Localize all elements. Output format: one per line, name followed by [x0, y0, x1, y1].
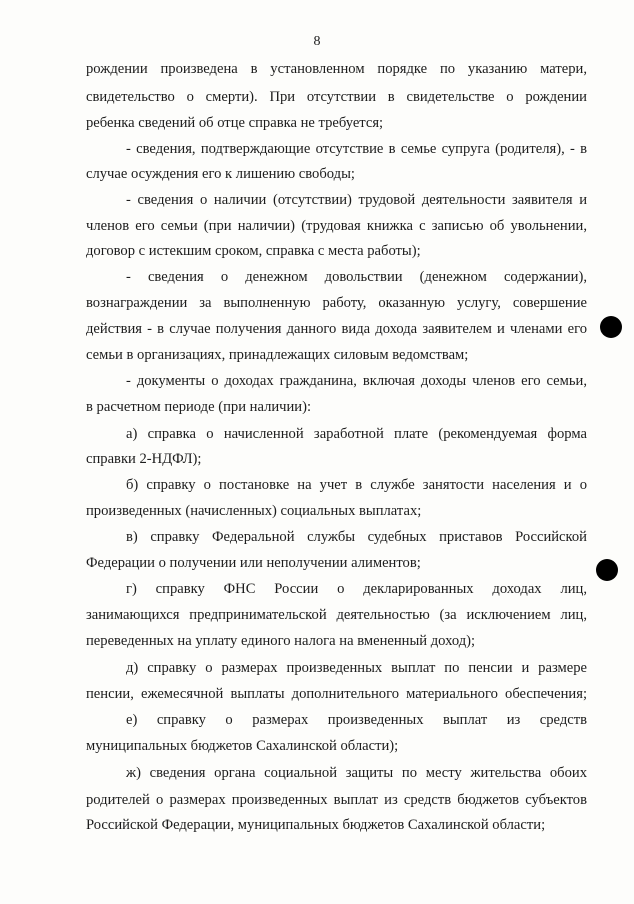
- text-line: в) справку Федеральной службы судебных приставов Российской: [126, 529, 587, 545]
- text-line: Федерации о получении или неполучении алиментов;: [86, 555, 421, 571]
- text-line: произведенных (начисленных) социальных выплатах;: [86, 503, 422, 519]
- text-line: - сведения о денежном довольствии (денежном содержании),: [126, 269, 587, 285]
- text-line: случае осуждения его к лишению свободы;: [86, 166, 355, 182]
- punch-hole: [600, 316, 622, 338]
- text-line: занимающихся предпринимательской деятельностью (за исключением лиц,: [86, 607, 587, 623]
- punch-hole: [596, 559, 618, 581]
- text-line: а) справка о начисленной заработной плате (рекомендуемая форма: [126, 426, 587, 442]
- text-line: г) справку ФНС России о декларированных доходах лиц,: [126, 581, 587, 597]
- text-line: родителей о размерах произведенных выплат из средств бюджетов субъектов: [86, 792, 587, 808]
- page-number: 8: [313, 34, 321, 49]
- text-line: семьи в организациях, принадлежащих силовым ведомствам;: [86, 347, 469, 363]
- text-line: муниципальных бюджетов Сахалинской области);: [86, 738, 399, 754]
- text-line: - документы о доходах гражданина, включая доходы членов его семьи,: [126, 373, 587, 389]
- text-line: вознаграждении за выполненную работу, оказанную услугу, совершение: [86, 295, 587, 311]
- text-line: пенсии, ежемесячной выплаты дополнительного материального обеспечения;: [86, 686, 587, 702]
- text-line: действия - в случае получения данного вида дохода заявителем и членами его: [86, 321, 587, 337]
- text-line: д) справку о размерах произведенных выплат по пенсии и размере: [126, 660, 587, 676]
- text-line: рождении произведена в установленном порядке по указанию матери,: [86, 61, 587, 77]
- text-line: ребенка сведений об отце справка не требуется;: [86, 115, 384, 131]
- text-line: справки 2-НДФЛ);: [86, 451, 202, 467]
- text-line: в расчетном периоде (при наличии):: [86, 399, 312, 415]
- text-line: Российской Федерации, муниципальных бюджетов Сахалинской области;: [86, 817, 546, 833]
- text-line: свидетельство о смерти). При отсутствии в свидетельстве о рождении: [86, 89, 587, 105]
- text-line: - сведения, подтверждающие отсутствие в семье супруга (родителя), - в: [126, 141, 587, 157]
- text-line: членов его семьи (при наличии) (трудовая книжка с записью об увольнении,: [86, 218, 587, 234]
- text-line: - сведения о наличии (отсутствии) трудовой деятельности заявителя и: [126, 192, 587, 208]
- text-line: договор с истекшим сроком, справка с места работы);: [86, 243, 421, 259]
- text-line: е) справку о размерах произведенных выплат из средств: [126, 712, 587, 728]
- text-line: переведенных на уплату единого налога на вмененный доход);: [86, 633, 476, 649]
- text-line: б) справку о постановке на учет в службе занятости населения и о: [126, 477, 587, 493]
- text-line: ж) сведения органа социальной защиты по месту жительства обоих: [126, 765, 587, 781]
